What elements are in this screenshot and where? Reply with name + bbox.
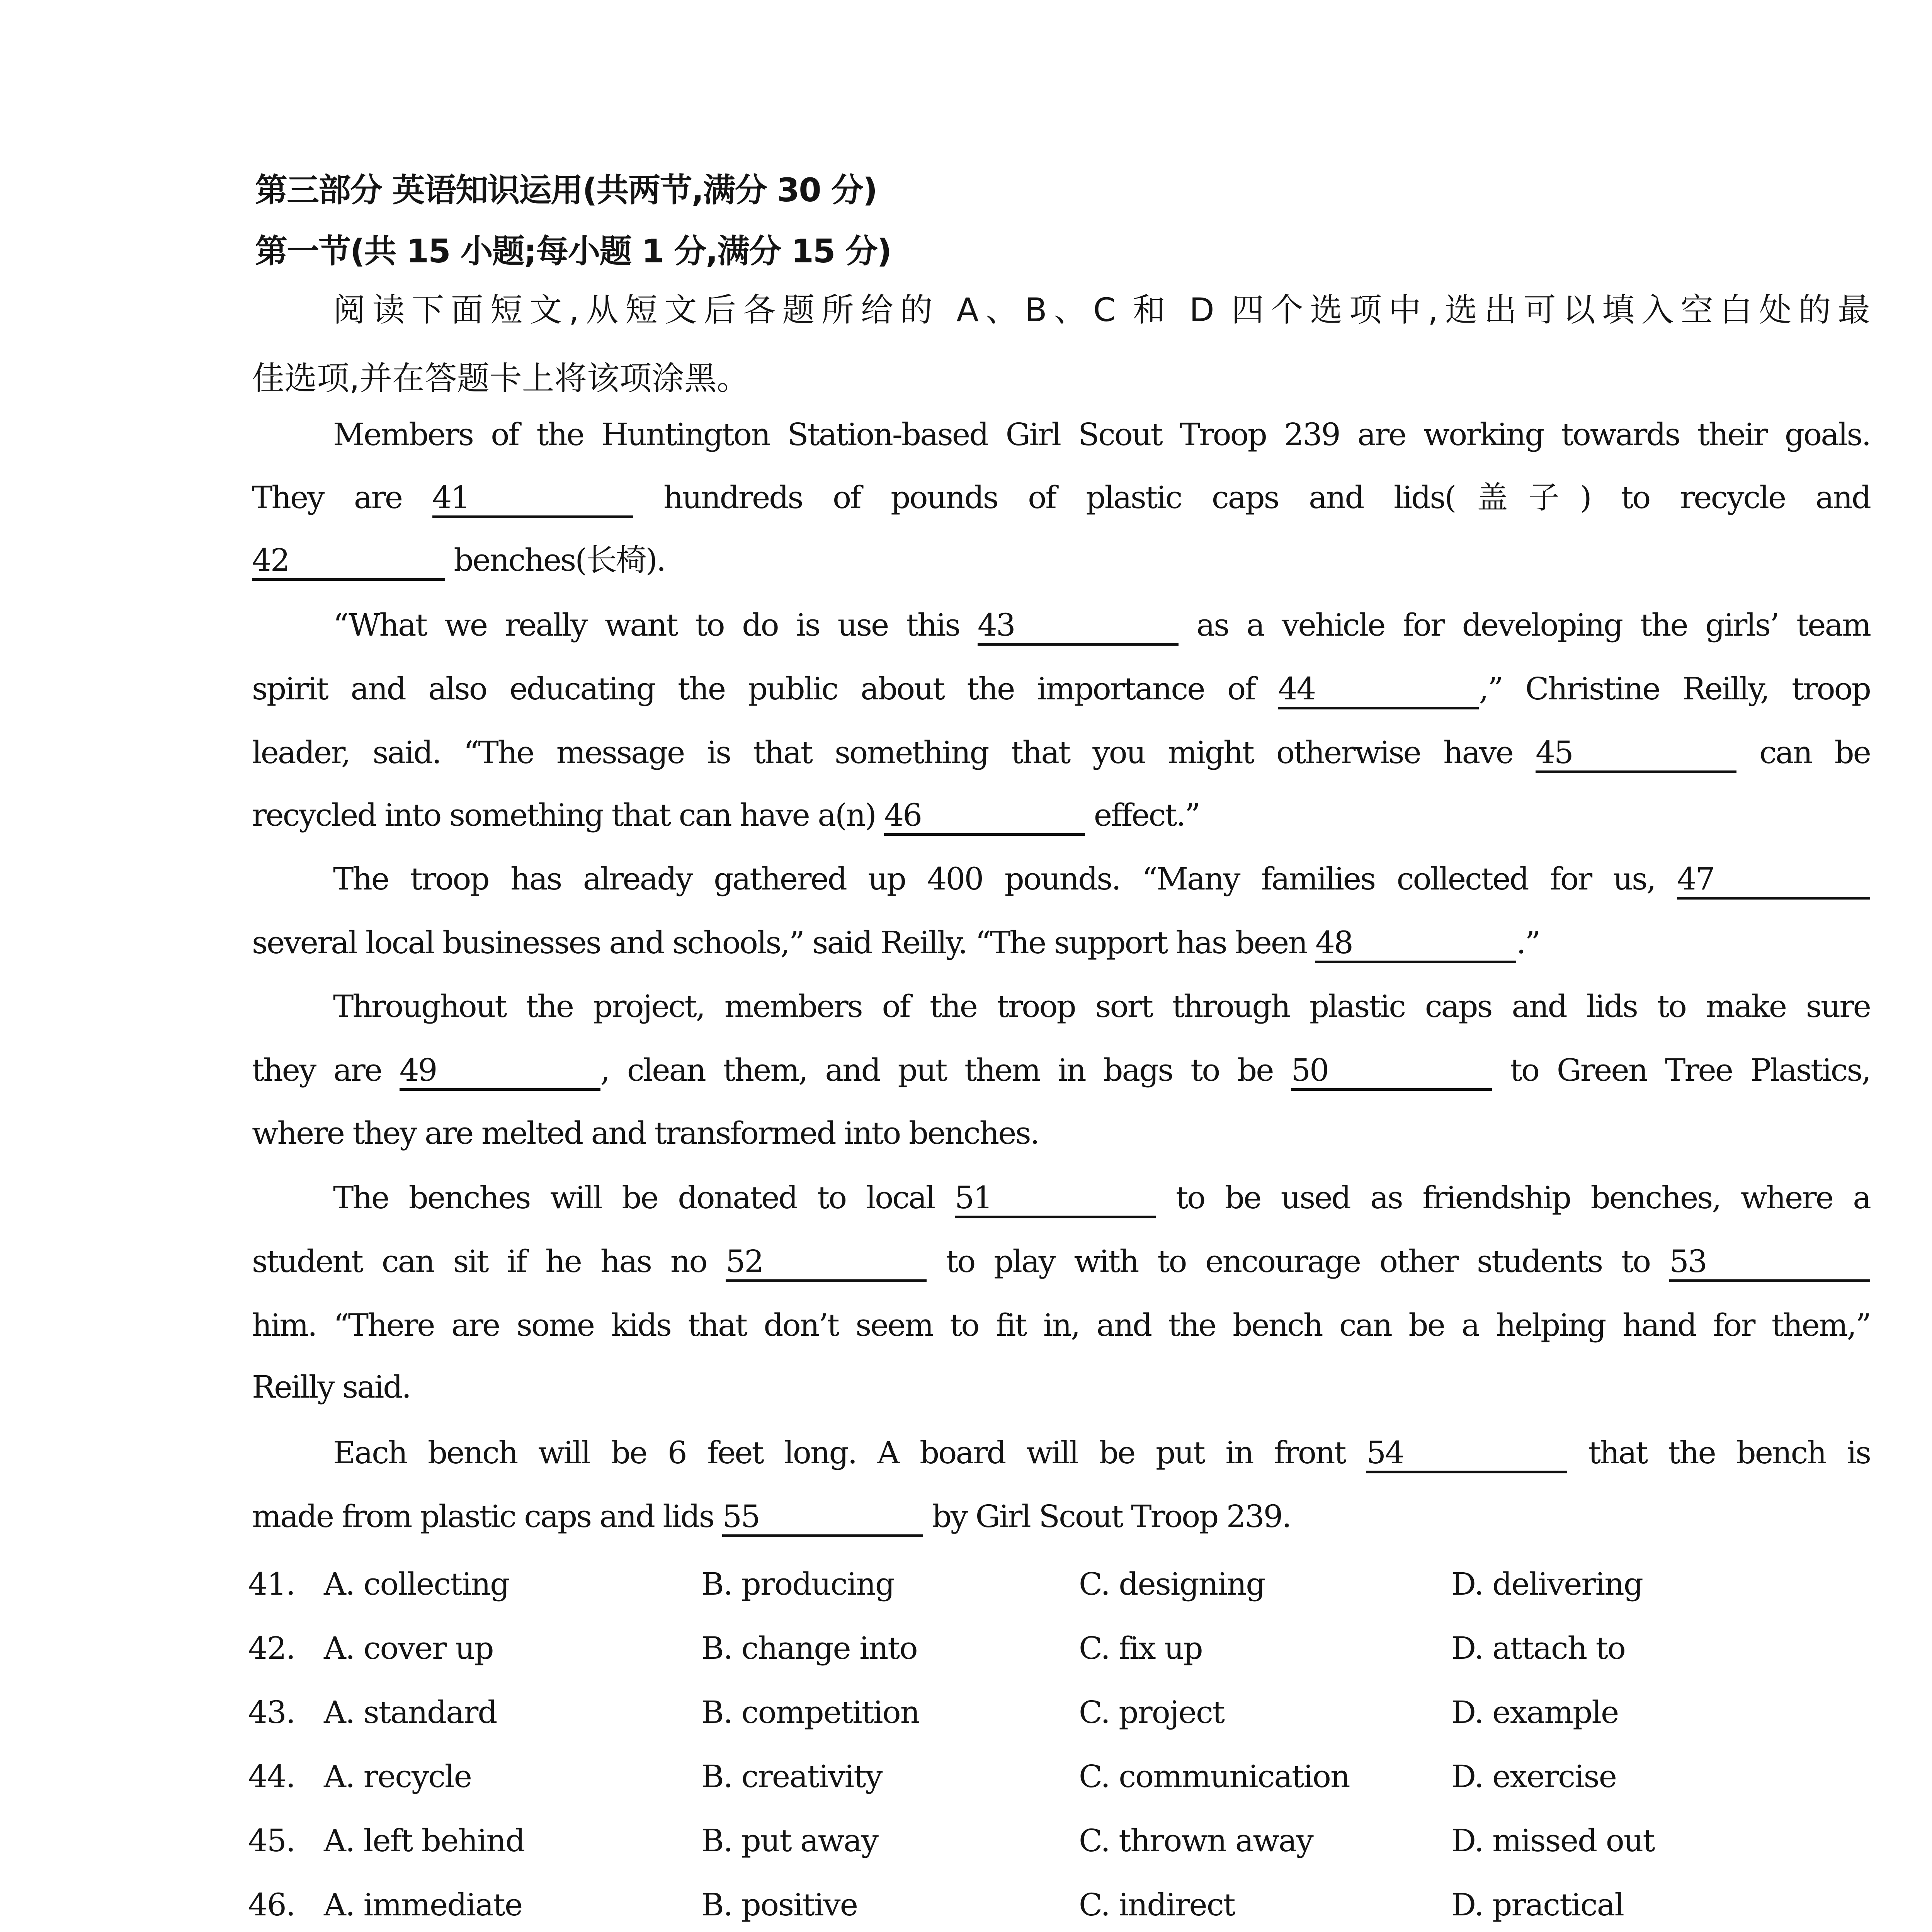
- passage-line: [252, 670, 1870, 708]
- option-a[interactable]: A. cover up: [324, 1630, 493, 1666]
- question-row: [0, 1821, 1932, 1860]
- passage-text: Members of the Huntington Station-based Girl Scout Troop 239 are working towards their goals.: [333, 417, 1870, 452]
- passage-line: [252, 923, 1870, 962]
- option-c[interactable]: C. designing: [1079, 1566, 1265, 1602]
- passage-text: Each bench will be 6 feet long. A board will be put in front: [333, 1435, 1367, 1471]
- option-b[interactable]: B. competition: [701, 1694, 920, 1730]
- part-title: 第三部分 英语知识运用(共两节,满分 30 分): [255, 171, 877, 209]
- passage-text: Reilly said.: [252, 1369, 410, 1405]
- blank-50: 50: [1291, 1053, 1492, 1091]
- passage-line: [252, 1497, 1870, 1536]
- passage-text: as a vehicle for developing the girls’ team: [1178, 607, 1871, 643]
- blank-49: 49: [400, 1053, 600, 1091]
- option-c[interactable]: C. communication: [1079, 1759, 1350, 1794]
- option-a[interactable]: A. standard: [324, 1694, 497, 1730]
- question-number: 45.: [248, 1823, 295, 1859]
- passage-text: spirit and also educating the public about the importance of: [252, 671, 1278, 707]
- option-c[interactable]: C. indirect: [1079, 1887, 1235, 1923]
- passage-line: [252, 1114, 1870, 1153]
- passage-text: by Girl Scout Troop 239.: [923, 1498, 1291, 1534]
- passage-line: [333, 606, 1870, 645]
- question-number: 44.: [248, 1759, 295, 1794]
- passage-line: [333, 415, 1870, 454]
- passage-text: ,” Christine Reilly, troop: [1479, 671, 1870, 707]
- option-d[interactable]: D. exercise: [1451, 1759, 1616, 1794]
- passage-text: where they are melted and transformed into benches.: [252, 1115, 1039, 1151]
- option-c[interactable]: C. project: [1079, 1694, 1224, 1730]
- option-a[interactable]: A. immediate: [324, 1887, 522, 1923]
- passage-line: [333, 987, 1870, 1026]
- option-b[interactable]: B. creativity: [701, 1759, 882, 1794]
- option-d[interactable]: D. delivering: [1451, 1566, 1643, 1602]
- blank-47: 47: [1677, 861, 1870, 900]
- passage-text: They are: [252, 480, 432, 515]
- blank-54: 54: [1366, 1435, 1567, 1473]
- passage-text: several local businesses and schools,” said Reilly. “The support has been: [252, 925, 1316, 961]
- blank-51: 51: [955, 1180, 1156, 1218]
- passage-text: leader, said. “The message is that something that you might otherwise have: [252, 735, 1536, 770]
- section-title: 第一节(共 15 小题;每小题 1 分,满分 15 分): [255, 232, 891, 270]
- question-row: [0, 1886, 1932, 1924]
- question-row: [0, 1693, 1932, 1732]
- passage-text: effect.”: [1085, 797, 1199, 833]
- blank-48: 48: [1315, 925, 1516, 963]
- question-number: 42.: [248, 1630, 295, 1666]
- passage-line: [252, 1306, 1870, 1345]
- blank-44: 44: [1278, 671, 1479, 709]
- passage-line: [252, 733, 1870, 772]
- instruction-line-1: 阅读下面短文,从短文后各题所给的 A、B、C 和 D 四个选项中,选出可以填入空白处的最: [333, 291, 1870, 329]
- passage-line: [333, 1434, 1870, 1472]
- option-b[interactable]: B. put away: [701, 1823, 878, 1859]
- passage-line: [252, 478, 1870, 517]
- passage-line: [333, 1179, 1870, 1217]
- option-c[interactable]: C. fix up: [1079, 1630, 1202, 1666]
- passage-line: [252, 1368, 1870, 1406]
- passage-text: they are: [252, 1052, 400, 1088]
- blank-43: 43: [978, 607, 1179, 646]
- option-b[interactable]: B. producing: [701, 1566, 895, 1602]
- passage-text: hundreds of pounds of plastic caps and lids(盖子) to recycle and: [633, 480, 1871, 515]
- passage-text: to be used as friendship benches, where a: [1155, 1180, 1871, 1216]
- passage-text: “What we really want to do is use this: [333, 607, 978, 643]
- option-a[interactable]: A. collecting: [324, 1566, 509, 1602]
- option-b[interactable]: B. change into: [701, 1630, 917, 1666]
- passage-text: can be: [1736, 735, 1871, 770]
- question-number: 41.: [248, 1566, 295, 1602]
- blank-53: 53: [1669, 1244, 1870, 1282]
- passage-text: benches(长椅).: [445, 542, 665, 578]
- blank-42: 42: [252, 543, 445, 581]
- passage-line: [333, 860, 1870, 898]
- passage-text: student can sit if he has no: [252, 1243, 726, 1279]
- passage-text: recycled into something that can have a(n): [252, 797, 884, 833]
- option-d[interactable]: D. missed out: [1451, 1823, 1655, 1859]
- blank-45: 45: [1536, 735, 1736, 773]
- passage-text: made from plastic caps and lids: [252, 1498, 723, 1534]
- blank-46: 46: [884, 798, 1085, 836]
- passage-text: that the bench is: [1567, 1435, 1871, 1471]
- passage-line: [252, 1242, 1870, 1281]
- option-a[interactable]: A. recycle: [324, 1759, 471, 1794]
- option-d[interactable]: D. attach to: [1451, 1630, 1625, 1666]
- passage-text: .”: [1516, 925, 1540, 961]
- passage-line: [252, 1051, 1870, 1090]
- option-d[interactable]: D. practical: [1451, 1887, 1624, 1923]
- passage-line: [252, 796, 1870, 835]
- passage-text: The benches will be donated to local: [333, 1180, 955, 1216]
- blank-41: 41: [432, 480, 633, 518]
- option-b[interactable]: B. positive: [701, 1887, 857, 1923]
- blank-55: 55: [722, 1499, 923, 1537]
- option-a[interactable]: A. left behind: [324, 1823, 525, 1859]
- question-number: 43.: [248, 1694, 295, 1730]
- option-c[interactable]: C. thrown away: [1079, 1823, 1313, 1859]
- passage-text: The troop has already gathered up 400 pounds. “Many families collected for us,: [333, 861, 1677, 897]
- option-d[interactable]: D. example: [1451, 1694, 1619, 1730]
- question-row: [0, 1757, 1932, 1796]
- question-number: 46.: [248, 1887, 295, 1923]
- passage-text: to Green Tree Plastics,: [1492, 1052, 1870, 1088]
- blank-52: 52: [726, 1244, 927, 1282]
- passage-text: him. “There are some kids that don’t seem to fit in, and the bench can be a helping hand for them,”: [252, 1307, 1870, 1343]
- passage-line: [252, 541, 1870, 580]
- passage-text: to play with to encourage other students to: [927, 1243, 1670, 1279]
- passage-text: Throughout the project, members of the troop sort through plastic caps and lids to make sure: [333, 988, 1870, 1024]
- instruction-line-2: 佳选项,并在答题卡上将该项涂黑。: [252, 359, 749, 397]
- question-row: [0, 1565, 1932, 1604]
- question-row: [0, 1629, 1932, 1668]
- passage-text: , clean them, and put them in bags to be: [600, 1052, 1291, 1088]
